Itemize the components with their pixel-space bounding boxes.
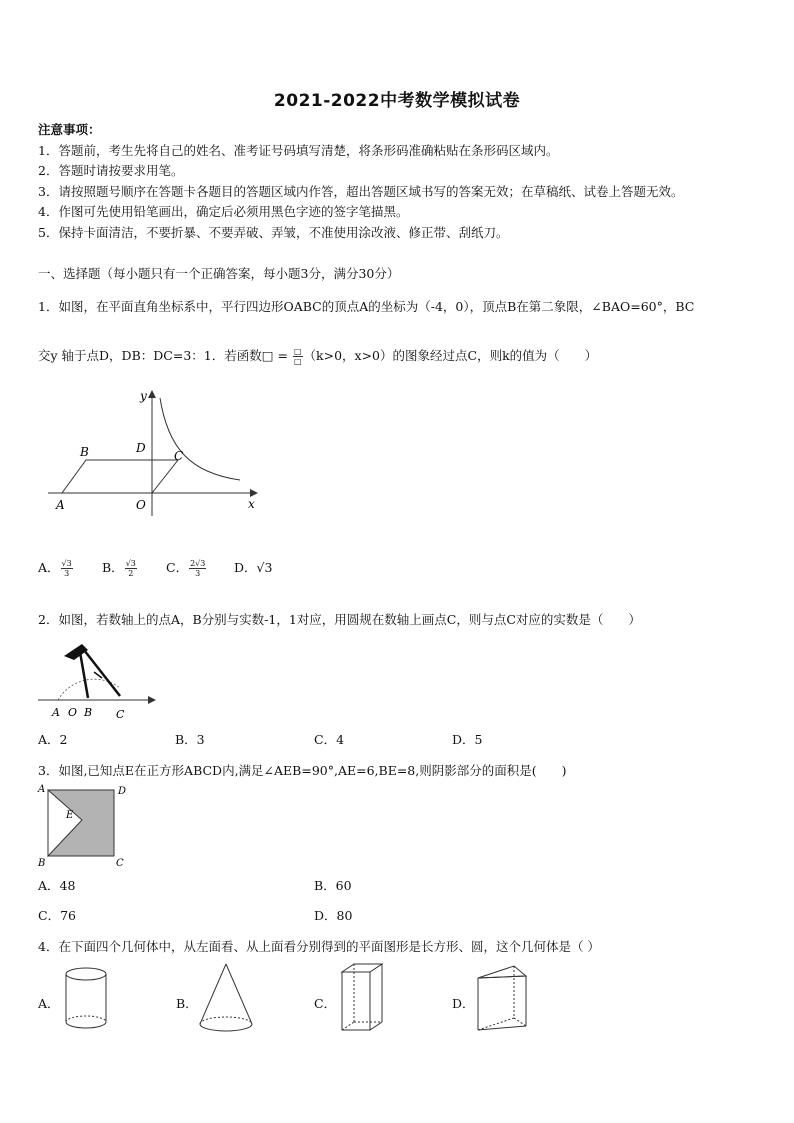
q2-text: 2．如图，若数轴上的点A，B分别与实数-1，1对应，用圆规在数轴上画点C，则与点C对应的实数是（ ）: [38, 612, 641, 627]
q4-text: 4．在下面四个几何体中，从左面看、从上面看分别得到的平面图形是长方形、圆，这个几何体是（ ）: [38, 939, 600, 954]
q1-option-c[interactable]: C． $\frac{2√3}{3}$: [166, 559, 206, 578]
label-y: y: [140, 389, 147, 403]
q2-option-a[interactable]: A．2: [38, 732, 68, 747]
q4-option-a[interactable]: A．: [38, 996, 60, 1011]
q1-figure: [40, 388, 270, 518]
notice-item: 2．答题时请按要求用笔。: [38, 163, 184, 179]
label-b: B: [38, 858, 46, 869]
notice-item: 1．答题前，考生先将自己的姓名、准考证号码填写清楚，将条形码准确粘贴在条形码区域内。: [38, 142, 559, 158]
parallelogram-oabc: [62, 460, 178, 493]
q1-option-a[interactable]: A． $\frac{√3}{3}$: [38, 559, 72, 578]
q3-option-c[interactable]: C．76: [38, 908, 76, 923]
q1-option-d[interactable]: D．√3: [234, 560, 273, 575]
label-o: O: [68, 706, 78, 719]
notice-item: 5．保持卡面清洁，不要折暴、不要弄破、弄皱，不准使用涂改液、修正带、刮纸刀。: [38, 224, 509, 240]
q3-option-a[interactable]: A．48: [38, 878, 76, 893]
q3-option-d[interactable]: D．80: [314, 908, 353, 923]
q4-option-c[interactable]: C．: [314, 996, 337, 1011]
page-title: 2021-2022中考数学模拟试卷: [273, 91, 521, 111]
label-o: O: [136, 498, 146, 512]
function-formula: □ = $\frac{□}{□}$: [261, 347, 302, 366]
label-a: A: [38, 784, 46, 795]
rectangular-prism-icon: [334, 960, 390, 1036]
q3-option-b[interactable]: B．60: [314, 878, 352, 893]
q2-option-b[interactable]: B．3: [175, 732, 205, 747]
q2-option-d[interactable]: D．5: [452, 732, 483, 747]
notice-item: 4．作图可先使用铅笔画出，确定后必须用黑色字迹的签字笔描黑。: [38, 204, 409, 220]
q3-figure: [36, 782, 136, 872]
label-c: C: [116, 708, 125, 721]
section-heading: 一、选择题（每小题只有一个正确答案，每小题3分，满分30分）: [38, 266, 400, 281]
label-a: A: [52, 706, 60, 719]
q4-option-d[interactable]: D．: [452, 996, 475, 1011]
q1-text-line2: [38, 346, 597, 366]
q2-figure: [36, 638, 166, 722]
label-d: D: [136, 441, 146, 455]
label-b: B: [80, 445, 89, 459]
y-axis-arrow: [148, 390, 156, 398]
q2-option-c[interactable]: C．4: [314, 732, 345, 747]
label-e: E: [66, 810, 74, 821]
q1-text-line2a: 交y 轴于点D，DB：DC=3：1．若函数: [38, 348, 262, 363]
label-a: A: [56, 498, 65, 512]
q1-option-b[interactable]: B． $\frac{√3}{2}$: [102, 559, 136, 578]
q1-text-line2b: （k>0，x>0）的图象经过点C，则k的值为（ ）: [303, 348, 598, 363]
number-line-arrow: [148, 696, 156, 704]
q4-option-b[interactable]: B．: [176, 996, 198, 1011]
notice-heading: 注意事项：: [38, 122, 101, 137]
notice-item: 3．请按照题号顺序在答题卡各题目的答题区域内作答，超出答题区域书写的答案无效；在草稿纸、试卷上答题无效。: [38, 183, 684, 199]
label-c: C: [116, 858, 124, 869]
label-d: D: [118, 786, 127, 797]
x-axis-arrow: [250, 489, 258, 497]
label-c: C: [174, 449, 184, 463]
q3-text: 3．如图,已知点E在正方形ABCD内,满足∠AEB=90°,AE=6,BE=8,则阴影部分的面积是( ): [38, 763, 567, 778]
label-x: x: [248, 497, 255, 511]
q1-text-line1: 1．如图，在平面直角坐标系中，平行四边形OABC的顶点A的坐标为（-4，0），顶点B在第二象限，∠BAO=60°，BC: [38, 299, 695, 314]
label-b: B: [84, 706, 93, 719]
cone-icon: [196, 960, 256, 1036]
triangular-prism-icon: [474, 962, 534, 1036]
notice-block: [38, 120, 768, 244]
cylinder-icon: [62, 964, 112, 1034]
